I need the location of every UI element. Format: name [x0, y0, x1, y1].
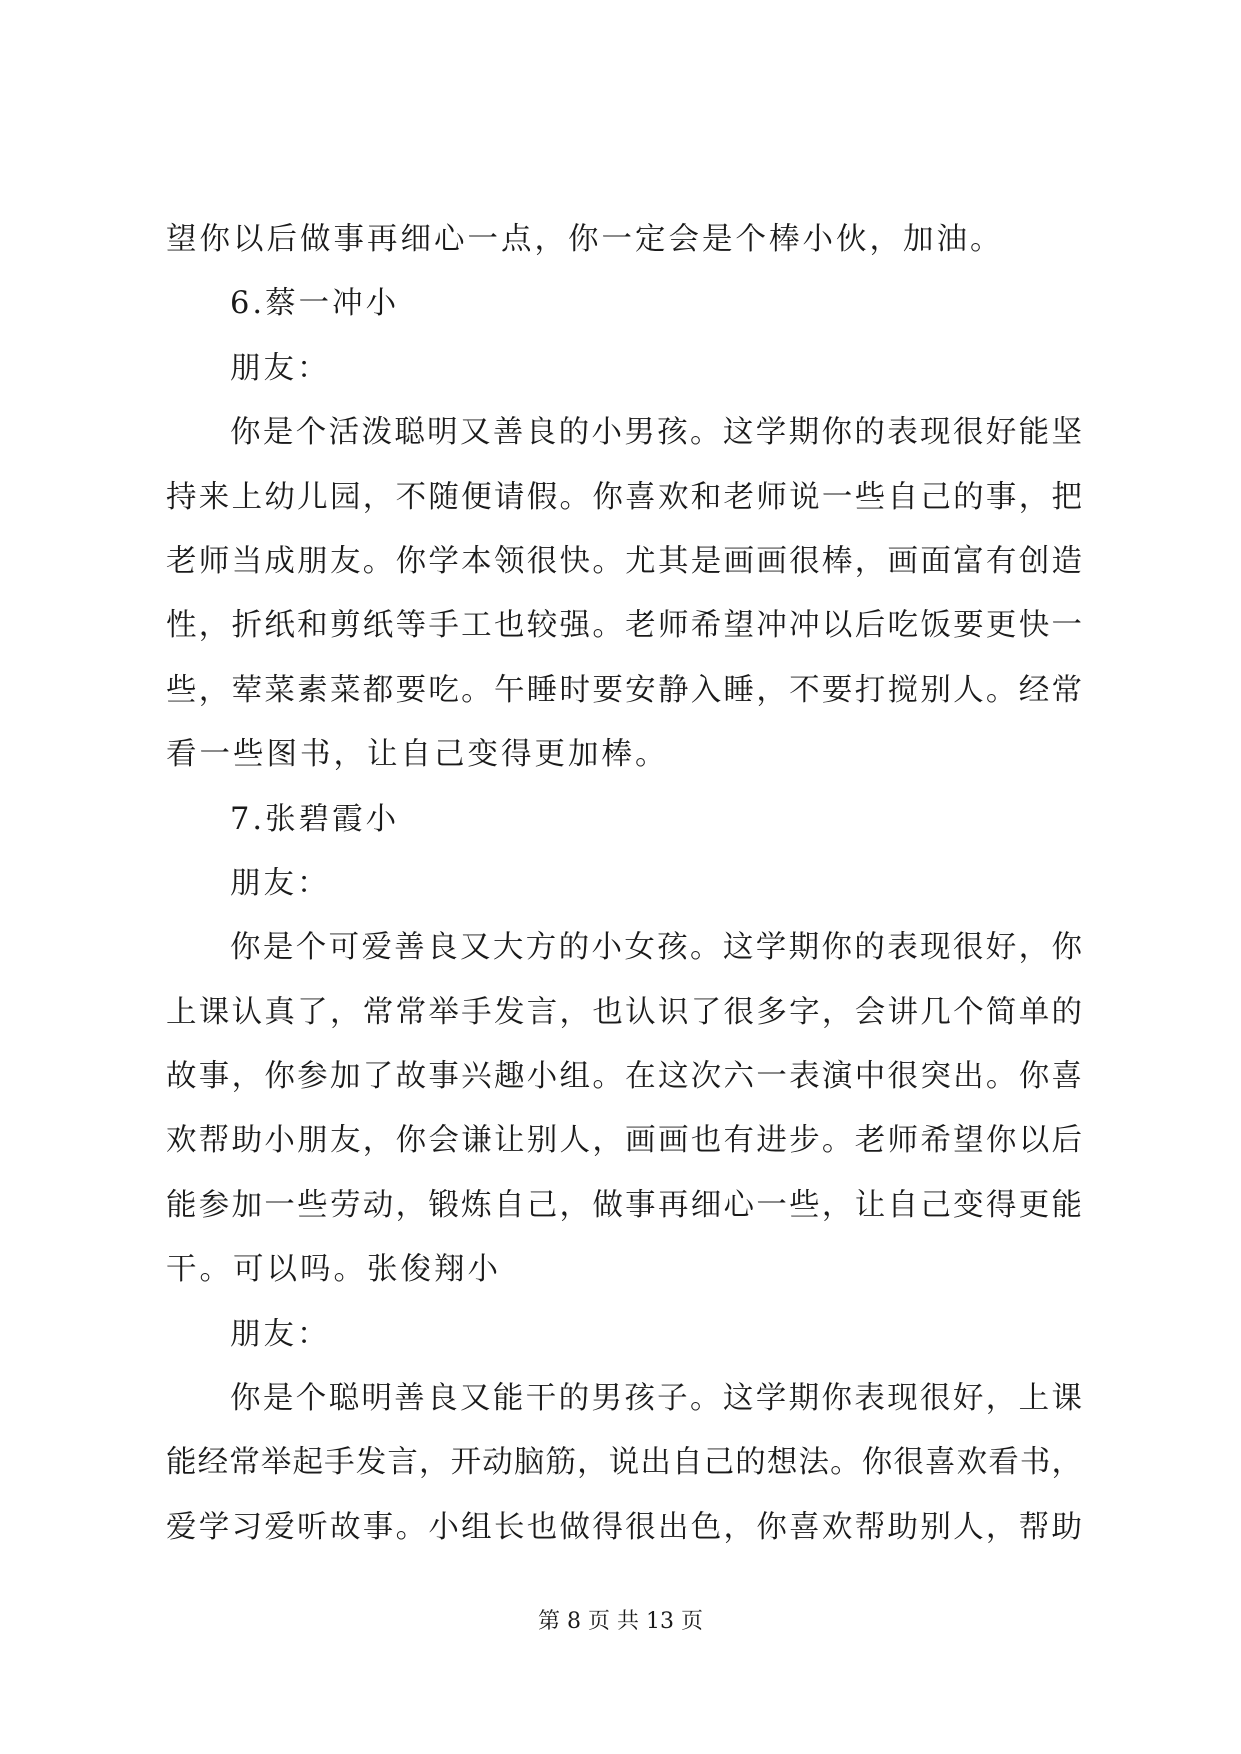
text-line: 朋友： [230, 865, 331, 901]
text-line: 看一些图书，让自己变得更加棒。 [166, 737, 669, 773]
text-line: 些，荤菜素菜都要吃。午睡时要安静入睡，不要打搅别人。经常 [166, 672, 1082, 708]
text-line: 朋友： [230, 1316, 331, 1352]
text-line: 爱学习爱听故事。小组长也做得很出色，你喜欢帮助别人，帮助 [166, 1509, 1082, 1545]
text-line: 干。可以吗。张俊翔小 [166, 1252, 501, 1288]
text-line: 老师当成朋友。你学本领很快。尤其是画画很棒，画面富有创造 [166, 543, 1082, 579]
text-line: 朋友： [230, 350, 331, 386]
text-line: 7.张碧霞小 [230, 801, 400, 837]
text-line: 持来上幼儿园，不随便请假。你喜欢和老师说一些自己的事，把 [166, 479, 1082, 515]
text-line: 你是个可爱善良又大方的小女孩。这学期你的表现很好，你 [230, 930, 1082, 966]
text-line: 6.蔡一冲小 [230, 286, 400, 322]
text-line: 上课认真了，常常举手发言，也认识了很多字，会讲几个简单的 [166, 994, 1082, 1030]
text-line: 能参加一些劳动，锻炼自己，做事再细心一些，让自己变得更能 [166, 1187, 1082, 1223]
document-body [166, 208, 1082, 1560]
text-line: 故事，你参加了故事兴趣小组。在这次六一表演中很突出。你喜 [166, 1059, 1082, 1095]
text-line: 性，折纸和剪纸等手工也较强。老师希望冲冲以后吃饭要更快一 [166, 608, 1082, 644]
text-line: 你是个聪明善良又能干的男孩子。这学期你表现很好，上课 [230, 1381, 1082, 1417]
text-line: 能经常举起手发言，开动脑筋，说出自己的想法。你很喜欢看书， [166, 1445, 1082, 1481]
page-footer: 第 8 页 共 13 页 [538, 1609, 703, 1634]
text-line: 望你以后做事再细心一点，你一定会是个棒小伙，加油。 [166, 222, 1004, 257]
text-line: 你是个活泼聪明又善良的小男孩。这学期你的表现很好能坚 [230, 415, 1082, 451]
text-line: 欢帮助小朋友，你会谦让别人，画画也有进步。老师希望你以后 [166, 1123, 1082, 1159]
